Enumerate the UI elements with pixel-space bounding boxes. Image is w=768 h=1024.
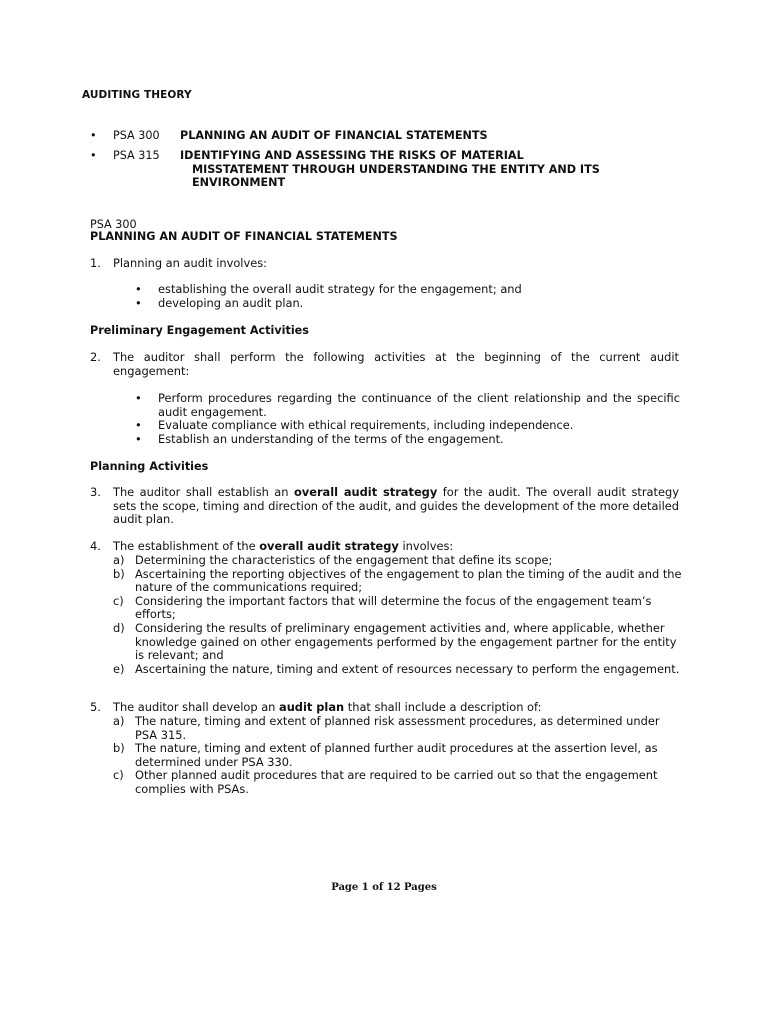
bullet-list-1	[135, 283, 680, 310]
item-letter: e)	[113, 661, 125, 676]
paragraph-2	[90, 351, 679, 378]
subheading-preliminary: Preliminary Engagement Activities	[90, 324, 309, 337]
paragraph-text: The auditor shall perform the following activities at the beginning of the current audit engagement:	[113, 350, 679, 378]
toc-item-psa-315	[90, 149, 690, 191]
paragraph-5	[90, 701, 679, 715]
item-letter: d)	[113, 620, 125, 635]
paragraph-3	[90, 486, 679, 527]
bold-term: overall audit strategy	[293, 485, 438, 499]
bullet-icon: •	[135, 391, 142, 405]
bullet-list-2	[135, 392, 680, 446]
list-item: • establishing the overall audit strategy for the engagement; and	[135, 282, 522, 296]
toc-code: PSA 300	[113, 129, 160, 142]
list-item: a) The nature, timing and extent of planned risk assessment procedures, as determined under PSA 315.	[113, 714, 660, 742]
list-item: • Perform procedures regarding the continuance of the client relationship and the specific audit engagement.	[135, 391, 680, 419]
list-item: c) Other planned audit procedures that are required to be carried out so that the engagement complies with PSAs.	[113, 768, 658, 796]
bullet-icon: •	[90, 149, 97, 162]
bullet-icon: •	[135, 418, 142, 433]
item-letter: b)	[113, 566, 125, 581]
item-letter: b)	[113, 741, 125, 756]
bold-term: audit plan	[279, 700, 345, 714]
paragraph-number: 2.	[90, 350, 101, 364]
lettered-list-5	[113, 715, 683, 797]
list-item: a) Determining the characteristics of the engagement that define its scope;	[113, 553, 553, 567]
item-letter: a)	[113, 714, 125, 728]
paragraph-number: 4.	[90, 539, 101, 553]
list-item: • developing an audit plan.	[135, 295, 304, 310]
paragraph-4	[90, 540, 679, 554]
paragraph-text: The auditor shall develop an audit plan that shall include a description of:	[113, 700, 542, 714]
paragraph-number: 1.	[90, 256, 101, 270]
item-letter: a)	[113, 553, 125, 567]
list-item: c) Considering the important factors that will determine the focus of the engagement team’s efforts;	[113, 593, 652, 622]
list-item: b) Ascertaining the reporting objectives of the engagement to plan the timing of the audit and the nature of the communications required;	[113, 566, 682, 595]
bullet-icon: •	[90, 129, 97, 142]
toc-title: PLANNING AN AUDIT OF FINANCIAL STATEMENTS	[180, 129, 488, 142]
list-item: d) Considering the results of preliminary engagement activities and, where applicable, whether knowledge gained on other engagements performed by the engagement partner for the entity is relevant; and	[113, 620, 677, 663]
bold-term: overall audit strategy	[259, 539, 399, 553]
paragraph-text: The establishment of the overall audit strategy involves:	[113, 539, 454, 553]
bullet-icon: •	[135, 282, 142, 296]
page-footer: Page 1 of 12 Pages	[331, 882, 437, 893]
paragraph-text: The auditor shall establish an overall audit strategy for the audit. The overall audit strategy sets the scope, timing and direction of the audit, and guides the development of the more detailed audit plan.	[113, 485, 679, 527]
toc-item-psa-300	[90, 129, 690, 143]
toc-title: IDENTIFYING AND ASSESSING THE RISKS OF MATERIAL MISSTATEMENT THROUGH UNDERSTANDING THE ENTITY AND ITS ENVIRONMENT	[180, 149, 600, 189]
bullet-icon: •	[135, 431, 142, 446]
section-title: PLANNING AN AUDIT OF FINANCIAL STATEMENTS	[90, 230, 398, 243]
list-item: • Establish an understanding of the terms of the engagement.	[135, 431, 504, 446]
paragraph-1	[90, 257, 679, 271]
subheading-planning: Planning Activities	[90, 460, 209, 473]
lettered-list-4	[113, 554, 683, 676]
toc-code: PSA 315	[113, 149, 160, 162]
section-code: PSA 300	[90, 218, 137, 231]
document-title: AUDITING THEORY	[82, 89, 192, 101]
list-item: e) Ascertaining the nature, timing and extent of resources necessary to perform the engagement.	[113, 661, 680, 676]
paragraph-number: 5.	[90, 700, 101, 714]
item-letter: c)	[113, 593, 124, 608]
list-item: b) The nature, timing and extent of planned further audit procedures at the assertion level, as determined under PSA 330.	[113, 741, 658, 769]
item-letter: c)	[113, 768, 124, 783]
paragraph-text: Planning an audit involves:	[113, 256, 267, 270]
paragraph-number: 3.	[90, 485, 101, 499]
list-item: • Evaluate compliance with ethical requirements, including independence.	[135, 418, 574, 433]
bullet-icon: •	[135, 295, 142, 310]
